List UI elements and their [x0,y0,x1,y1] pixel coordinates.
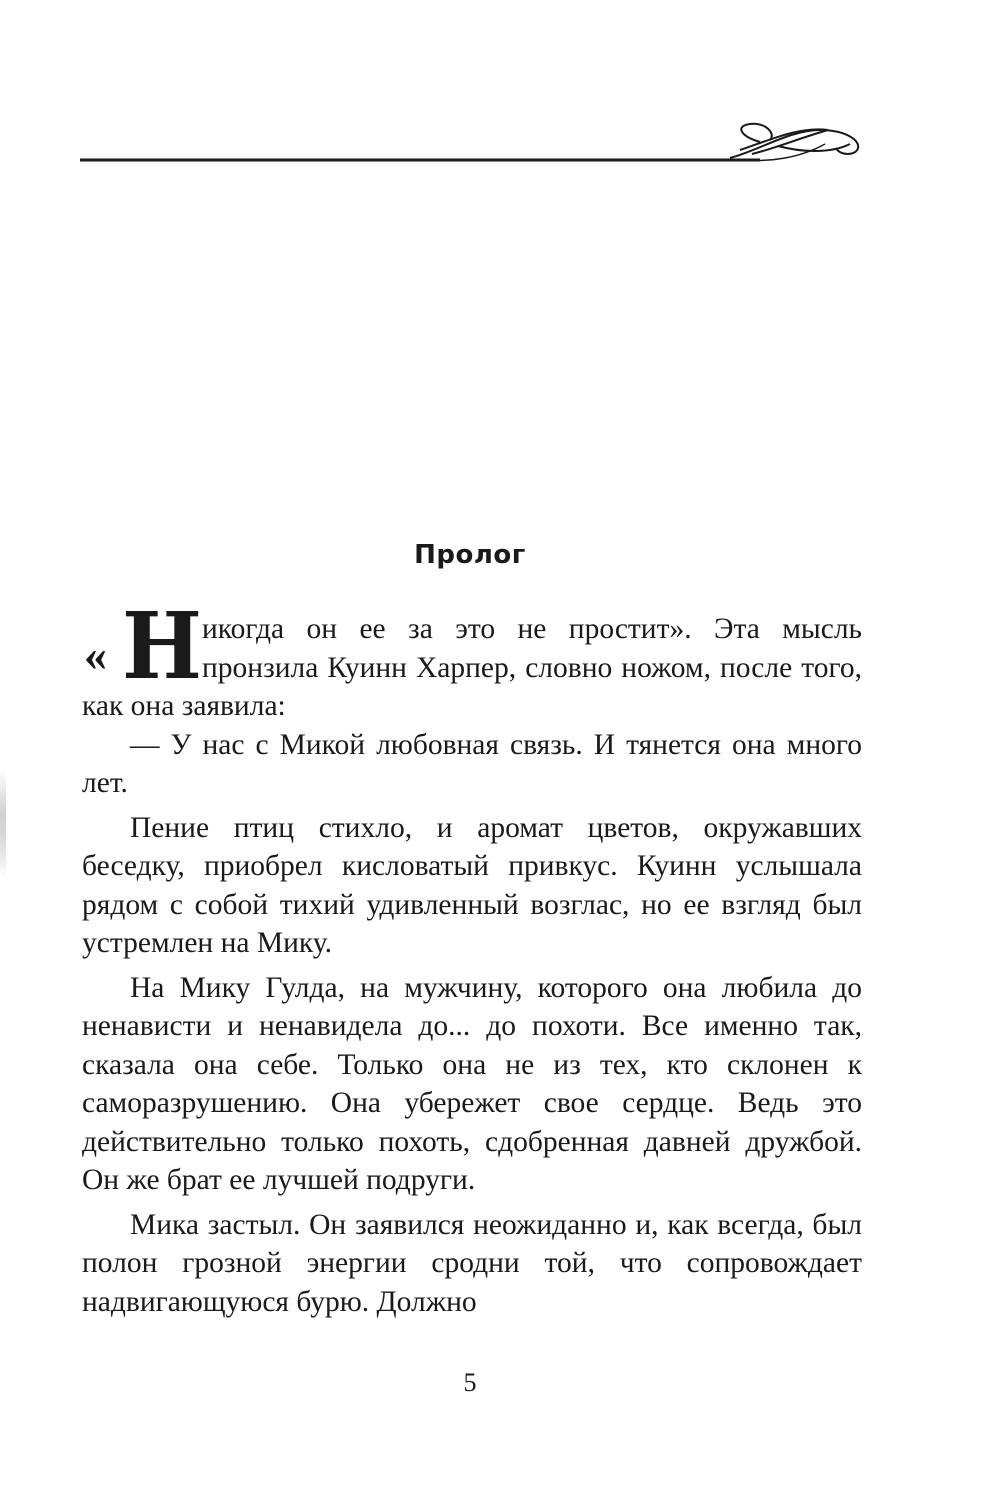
dropcap-letter: Н [122,592,202,700]
paragraph-3: Пение птиц стихло, и аромат цветов, окружавших беседку, приобрел кисловатый привкус. Куинн услышала рядом с собой тихий удивленный возглас, но ее взгляд был устремлен на Мику. [82,811,862,959]
paragraph-5: Мика застыл. Он заявился неожиданно и, как всегда, был полон грозной энергии сродни той, что сопровождает надвигающуюся бурю. Должно [82,1208,862,1318]
dropcap-block [82,592,202,700]
opening-quote: « [84,629,107,680]
paragraph-1-text: икогда он ее за это не простит». Эта мысль пронзила Куинн Харпер, словно ножом, после того, как она заявила: [82,613,862,722]
header-ornament [0,100,1000,190]
scan-edge-shadow [0,770,6,880]
chapter-title: Пролог [414,540,526,570]
body-text [82,592,862,1321]
page-number: 5 [463,1368,477,1397]
paragraph-1 [82,592,862,726]
paragraph-2: — У нас с Микой любовная связь. И тянется она много лет. [82,728,862,799]
paragraph-4: На Мику Гулда, на мужчину, которого она любила до ненависти и ненавидела до... до похоти. Все именно так, сказала она себе. Только она не из тех, кто склонен к саморазрушению. Она убережет свое сердце. Ведь это действительно только похоть, сдобренная давней дружбой. Он же брат ее лучшей подруги. [82,971,862,1196]
